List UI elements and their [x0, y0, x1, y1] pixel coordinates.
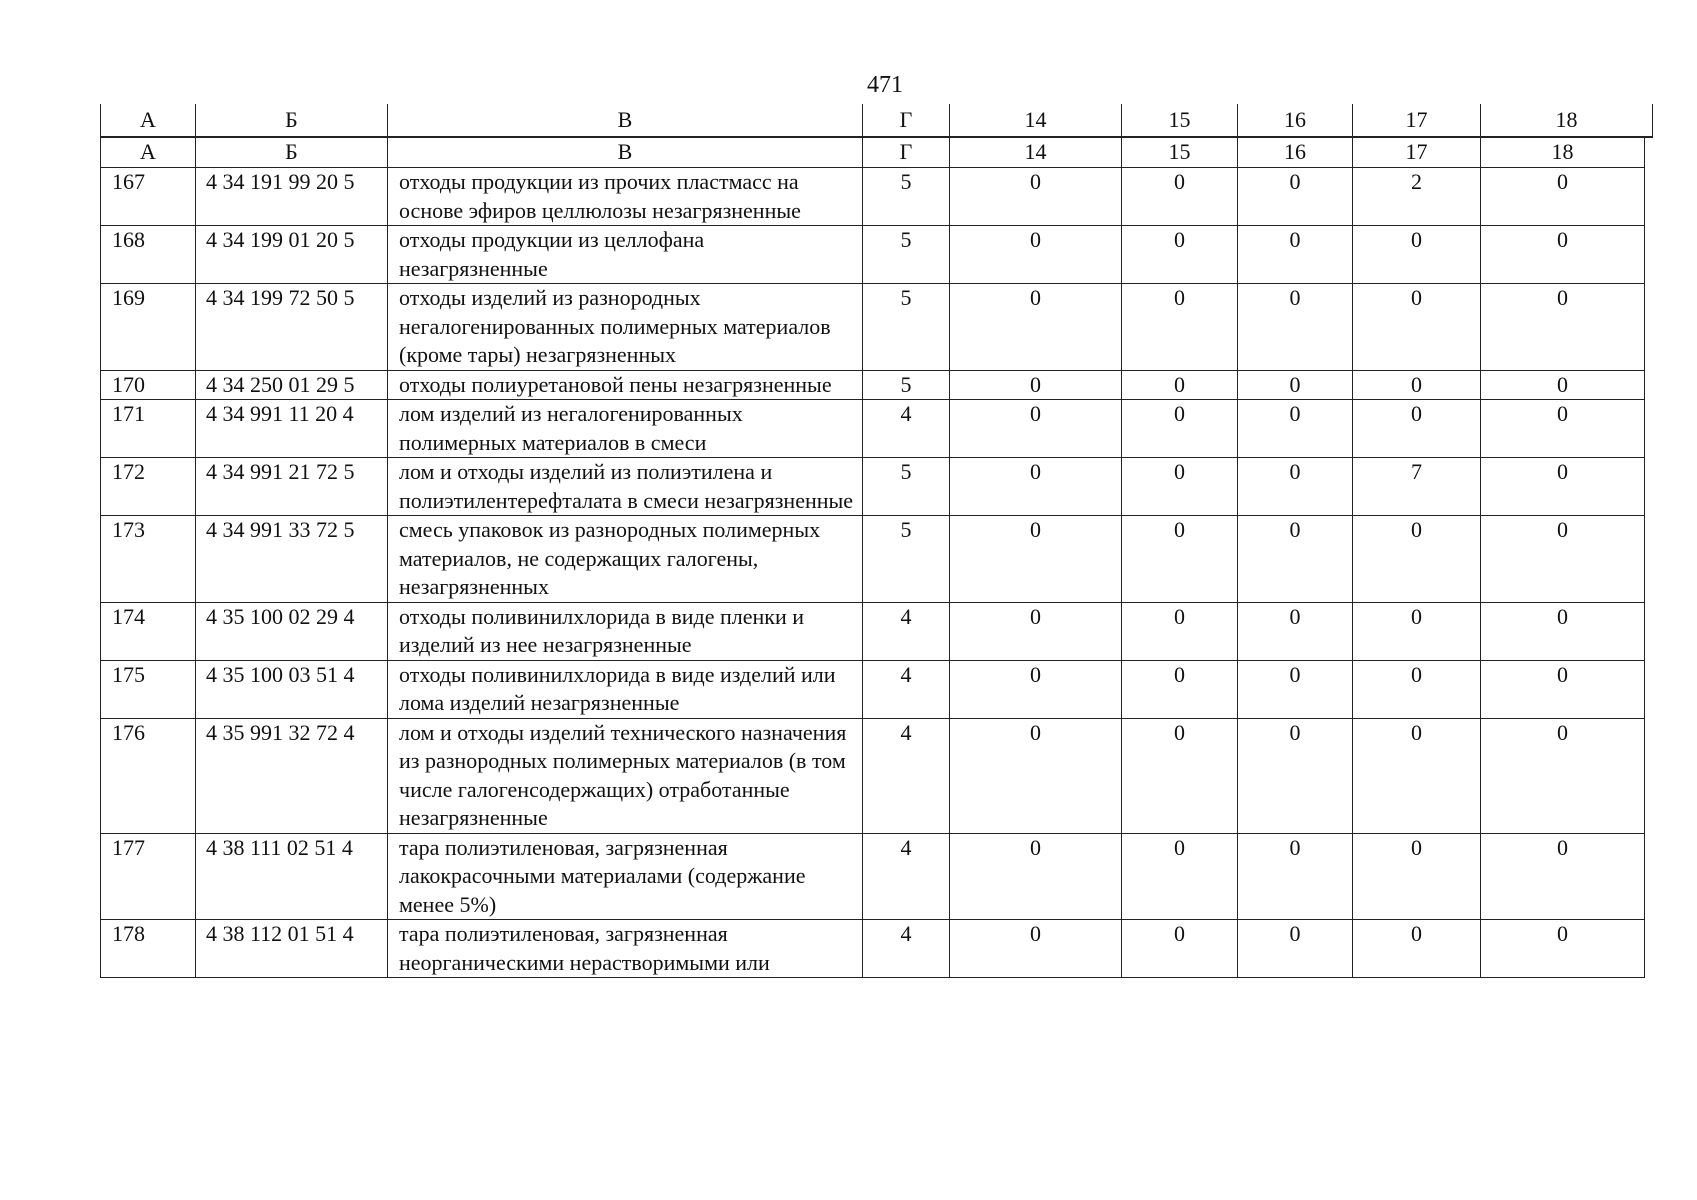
- hazard-class: 4: [863, 400, 950, 458]
- page-number: 471: [867, 72, 903, 98]
- table-row: [101, 458, 1645, 516]
- waste-code: 4 35 100 03 51 4: [196, 660, 388, 718]
- column-header: 17: [1353, 138, 1481, 168]
- waste-code: 4 34 191 99 20 5: [196, 168, 388, 226]
- waste-code: 4 34 199 01 20 5: [196, 226, 388, 284]
- value-15: 0: [1122, 168, 1238, 226]
- waste-description: отходы поливинилхлорида в виде изделий или лома изделий незагрязненные: [388, 660, 863, 718]
- value-17: 0: [1353, 833, 1481, 920]
- value-17: 0: [1353, 226, 1481, 284]
- header-cell: 14: [950, 104, 1122, 137]
- value-16: 0: [1238, 168, 1353, 226]
- value-18: 0: [1481, 284, 1645, 371]
- header-cell: 15: [1122, 104, 1238, 137]
- column-header: Г: [863, 138, 950, 168]
- column-header: Б: [196, 138, 388, 168]
- value-17: 0: [1353, 718, 1481, 833]
- value-18: 0: [1481, 718, 1645, 833]
- table-row: [101, 516, 1645, 603]
- waste-code: 4 38 112 01 51 4: [196, 920, 388, 978]
- value-17: 0: [1353, 400, 1481, 458]
- value-14: 0: [950, 400, 1122, 458]
- value-18: 0: [1481, 920, 1645, 978]
- hazard-class: 5: [863, 458, 950, 516]
- value-14: 0: [950, 370, 1122, 400]
- value-15: 0: [1122, 660, 1238, 718]
- value-17: 0: [1353, 920, 1481, 978]
- value-16: 0: [1238, 458, 1353, 516]
- value-15: 0: [1122, 284, 1238, 371]
- column-header: А: [101, 138, 196, 168]
- value-16: 0: [1238, 718, 1353, 833]
- value-18: 0: [1481, 400, 1645, 458]
- value-18: 0: [1481, 370, 1645, 400]
- value-14: 0: [950, 660, 1122, 718]
- column-header: В: [388, 138, 863, 168]
- table-row: [101, 168, 1645, 226]
- hazard-class: 5: [863, 516, 950, 603]
- value-18: 0: [1481, 660, 1645, 718]
- value-15: 0: [1122, 458, 1238, 516]
- row-number: 177: [101, 833, 196, 920]
- waste-description: отходы изделий из разнородных негалогенированных полимерных материалов (кроме тары) незагрязненных: [388, 284, 863, 371]
- row-number: 171: [101, 400, 196, 458]
- value-16: 0: [1238, 226, 1353, 284]
- header-cell: 18: [1481, 104, 1653, 137]
- table-row: [101, 284, 1645, 371]
- value-14: 0: [950, 602, 1122, 660]
- header-cell: В: [388, 104, 863, 137]
- value-16: 0: [1238, 660, 1353, 718]
- value-17: 0: [1353, 370, 1481, 400]
- waste-code: 4 35 100 02 29 4: [196, 602, 388, 660]
- hazard-class: 4: [863, 660, 950, 718]
- waste-description: лом и отходы изделий из полиэтилена и полиэтилентерефталата в смеси незагрязненные: [388, 458, 863, 516]
- header-cell: Г: [863, 104, 950, 137]
- value-18: 0: [1481, 226, 1645, 284]
- value-14: 0: [950, 920, 1122, 978]
- value-18: 0: [1481, 833, 1645, 920]
- value-17: 0: [1353, 284, 1481, 371]
- value-18: 0: [1481, 458, 1645, 516]
- header-cell: А: [101, 104, 196, 137]
- hazard-class: 5: [863, 168, 950, 226]
- value-14: 0: [950, 168, 1122, 226]
- waste-description: отходы поливинилхлорида в виде пленки и изделий из нее незагрязненные: [388, 602, 863, 660]
- header-cell: 17: [1353, 104, 1481, 137]
- value-15: 0: [1122, 718, 1238, 833]
- value-15: 0: [1122, 602, 1238, 660]
- value-18: 0: [1481, 168, 1645, 226]
- value-14: 0: [950, 718, 1122, 833]
- table-row: [101, 660, 1645, 718]
- row-number: 169: [101, 284, 196, 371]
- value-16: 0: [1238, 516, 1353, 603]
- column-header: 15: [1122, 138, 1238, 168]
- waste-description: отходы продукции из целлофана незагрязненные: [388, 226, 863, 284]
- value-18: 0: [1481, 516, 1645, 603]
- waste-code: 4 34 991 11 20 4: [196, 400, 388, 458]
- row-number: 167: [101, 168, 196, 226]
- table-row: [101, 920, 1645, 978]
- value-14: 0: [950, 284, 1122, 371]
- waste-description: отходы полиуретановой пены незагрязненные: [388, 370, 863, 400]
- table-row: [101, 602, 1645, 660]
- value-15: 0: [1122, 226, 1238, 284]
- value-16: 0: [1238, 602, 1353, 660]
- waste-code: 4 35 991 32 72 4: [196, 718, 388, 833]
- row-number: 168: [101, 226, 196, 284]
- hazard-class: 4: [863, 833, 950, 920]
- value-14: 0: [950, 226, 1122, 284]
- header-cell: 16: [1238, 104, 1353, 137]
- hazard-class: 5: [863, 370, 950, 400]
- row-number: 170: [101, 370, 196, 400]
- waste-code: 4 38 111 02 51 4: [196, 833, 388, 920]
- hazard-class: 5: [863, 226, 950, 284]
- table-row: [101, 400, 1645, 458]
- table-row: [101, 833, 1645, 920]
- value-16: 0: [1238, 920, 1353, 978]
- value-17: 7: [1353, 458, 1481, 516]
- row-number: 174: [101, 602, 196, 660]
- hazard-class: 4: [863, 602, 950, 660]
- value-14: 0: [950, 458, 1122, 516]
- value-16: 0: [1238, 370, 1353, 400]
- hazard-class: 4: [863, 718, 950, 833]
- row-number: 173: [101, 516, 196, 603]
- table-row: [101, 718, 1645, 833]
- row-number: 176: [101, 718, 196, 833]
- waste-code: 4 34 199 72 50 5: [196, 284, 388, 371]
- value-18: 0: [1481, 602, 1645, 660]
- row-number: 175: [101, 660, 196, 718]
- column-header: 16: [1238, 138, 1353, 168]
- waste-description: отходы продукции из прочих пластмасс на основе эфиров целлюлозы незагрязненные: [388, 168, 863, 226]
- column-header-row: [101, 138, 1645, 168]
- value-17: 0: [1353, 660, 1481, 718]
- value-17: 2: [1353, 168, 1481, 226]
- value-14: 0: [950, 516, 1122, 603]
- value-14: 0: [950, 833, 1122, 920]
- column-header: 18: [1481, 138, 1645, 168]
- waste-code: 4 34 250 01 29 5: [196, 370, 388, 400]
- waste-description: лом изделий из негалогенированных полимерных материалов в смеси: [388, 400, 863, 458]
- repeated-header-table: [100, 104, 1653, 138]
- value-17: 0: [1353, 516, 1481, 603]
- value-17: 0: [1353, 602, 1481, 660]
- value-16: 0: [1238, 833, 1353, 920]
- header-row: [101, 104, 1653, 137]
- table-row: [101, 226, 1645, 284]
- row-number: 172: [101, 458, 196, 516]
- row-number: 178: [101, 920, 196, 978]
- column-header: 14: [950, 138, 1122, 168]
- waste-description: лом и отходы изделий технического назначения из разнородных полимерных материалов (в том числе галогенсодержащих) отработанные незагрязненные: [388, 718, 863, 833]
- value-15: 0: [1122, 516, 1238, 603]
- value-15: 0: [1122, 370, 1238, 400]
- waste-code: 4 34 991 33 72 5: [196, 516, 388, 603]
- value-15: 0: [1122, 920, 1238, 978]
- value-15: 0: [1122, 400, 1238, 458]
- hazard-class: 4: [863, 920, 950, 978]
- table-row: [101, 370, 1645, 400]
- value-16: 0: [1238, 400, 1353, 458]
- hazard-class: 5: [863, 284, 950, 371]
- waste-code: 4 34 991 21 72 5: [196, 458, 388, 516]
- waste-description: смесь упаковок из разнородных полимерных материалов, не содержащих галогены, незагрязненных: [388, 516, 863, 603]
- header-cell: Б: [196, 104, 388, 137]
- waste-table: [100, 137, 1645, 978]
- value-15: 0: [1122, 833, 1238, 920]
- waste-description: тара полиэтиленовая, загрязненная неорганическими нерастворимыми или: [388, 920, 863, 978]
- value-16: 0: [1238, 284, 1353, 371]
- waste-description: тара полиэтиленовая, загрязненная лакокрасочными материалами (содержание менее 5%): [388, 833, 863, 920]
